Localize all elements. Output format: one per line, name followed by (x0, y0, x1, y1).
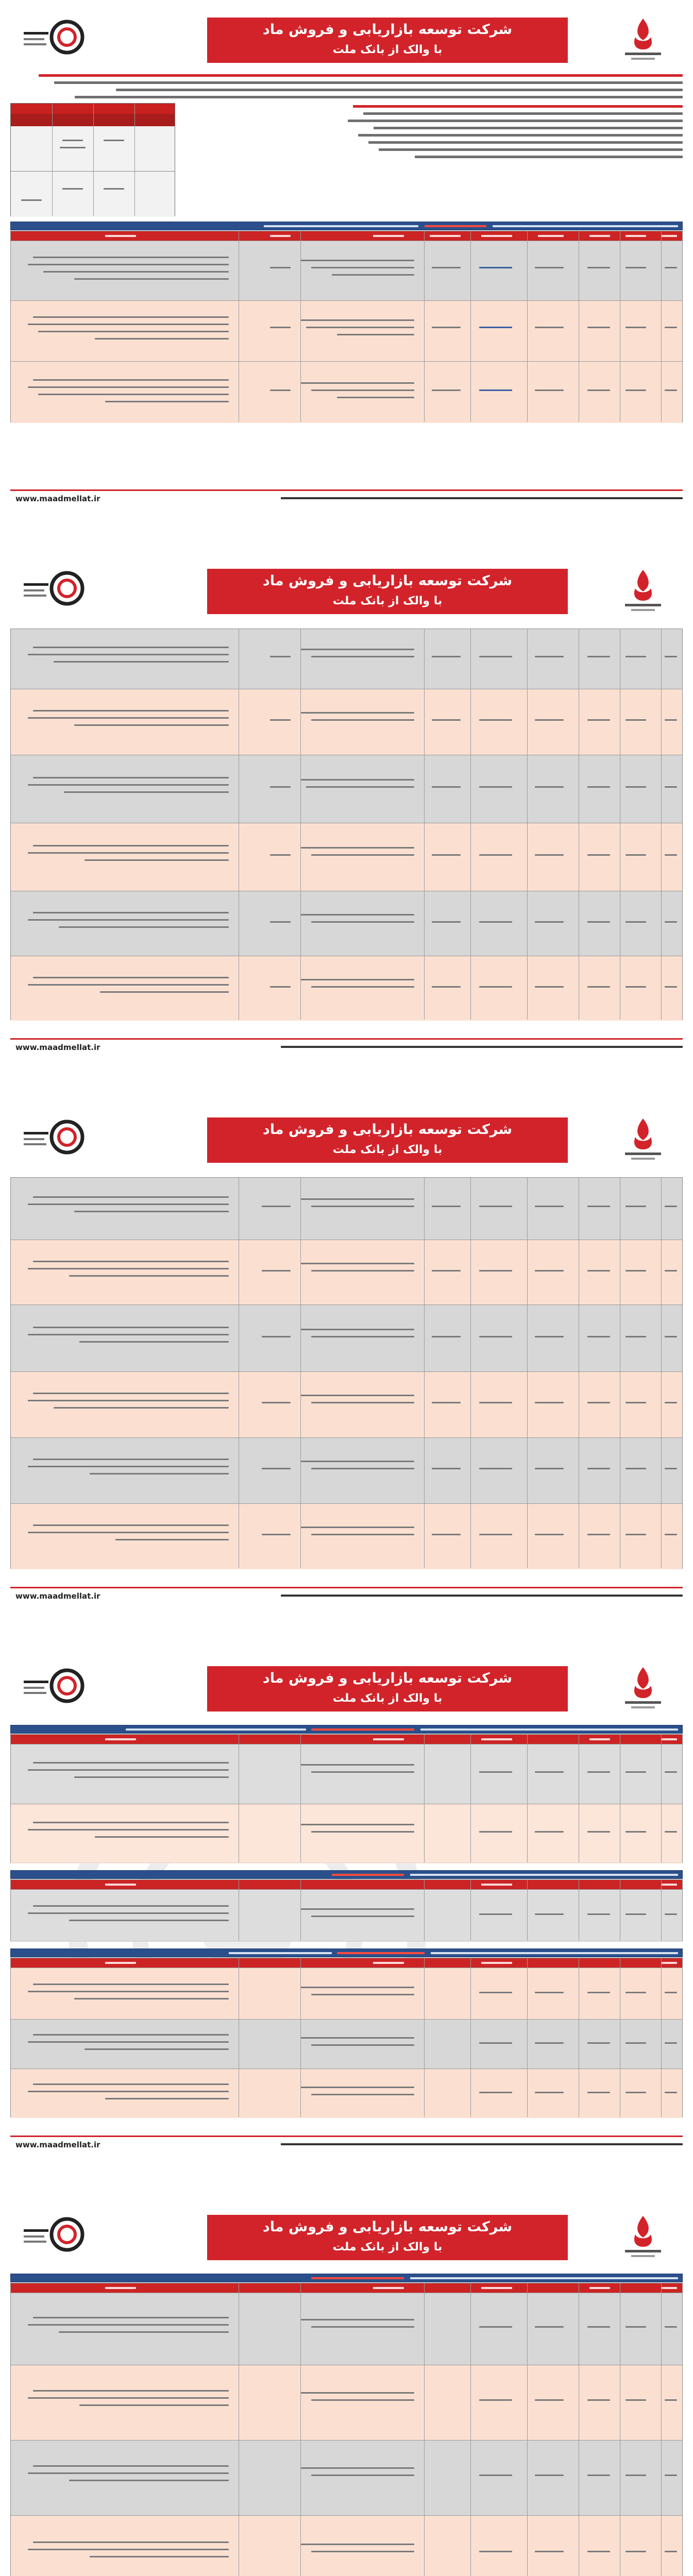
website-link[interactable]: www.maadmellat.ir (15, 1591, 100, 1601)
table-row (11, 755, 682, 823)
company-subtitle: با والک از بانک ملت (332, 1143, 443, 1156)
page-header (20, 1663, 673, 1714)
company-subtitle: با والک از بانک ملت (332, 43, 443, 56)
data-table (10, 1177, 683, 1569)
title-banner (207, 2215, 568, 2260)
summary-table (10, 103, 175, 216)
page-header (20, 566, 673, 616)
title-banner (207, 569, 568, 614)
company-name: شرکت توسعه بازاریابی و فروش ماد (262, 1670, 513, 1686)
table-row (11, 1178, 682, 1240)
contact-line (281, 1595, 683, 1597)
section-header (10, 2274, 683, 2282)
table-header (11, 231, 682, 241)
table-row (11, 1744, 682, 1804)
bank-mellat-logo-icon (613, 2214, 673, 2260)
table-row (11, 629, 682, 689)
table-row (11, 300, 682, 361)
bank-mellat-logo-icon (613, 1116, 673, 1163)
table-row (11, 1371, 682, 1437)
title-banner (207, 1117, 568, 1163)
company-name: شرکت توسعه بازاریابی و فروش ماد (262, 2219, 513, 2235)
data-table (10, 1734, 683, 1863)
data-table (10, 1958, 683, 2117)
website-link[interactable]: www.maadmellat.ir (15, 1043, 100, 1052)
table-row (11, 361, 682, 423)
table-row (11, 241, 682, 300)
table-row (11, 1889, 682, 1942)
page-2 (0, 551, 693, 1066)
company-subtitle: با والک از بانک ملت (332, 1692, 443, 1705)
contact-line (281, 1046, 683, 1048)
page-1 (0, 0, 693, 515)
table-row (11, 956, 682, 1021)
table-header (11, 1880, 682, 1889)
mad-logo-icon (20, 568, 87, 613)
section-header (10, 1948, 683, 1957)
page-4 (0, 1649, 693, 2164)
mad-logo-icon (20, 1665, 87, 1710)
page-3 (0, 1100, 693, 1615)
website-link[interactable]: www.maadmellat.ir (15, 2140, 100, 2149)
page-header (20, 2212, 673, 2262)
table-row (11, 1240, 682, 1304)
table-row (11, 1304, 682, 1371)
table-row (11, 2069, 682, 2118)
table-row (11, 2440, 682, 2515)
table-row (11, 891, 682, 956)
section-header (10, 222, 683, 230)
table-row (11, 823, 682, 891)
data-table (10, 2283, 683, 2576)
table-header (11, 2283, 682, 2293)
page-footer (10, 2136, 683, 2154)
company-name: شرکت توسعه بازاریابی و فروش ماد (262, 22, 513, 38)
mad-logo-icon (20, 2214, 87, 2259)
table-row (11, 2019, 682, 2069)
page-header (20, 1114, 673, 1165)
table-row (11, 689, 682, 755)
page-header (20, 14, 673, 65)
page-footer (10, 1587, 683, 1605)
section-header (10, 1725, 683, 1734)
page-5 (0, 2197, 693, 2576)
table-header (11, 1735, 682, 1744)
table-header (11, 1958, 682, 1968)
contact-line (281, 497, 683, 499)
company-name: شرکت توسعه بازاریابی و فروش ماد (262, 573, 513, 589)
website-link[interactable]: www.maadmellat.ir (15, 494, 100, 503)
section-header (10, 1870, 683, 1879)
company-name: شرکت توسعه بازاریابی و فروش ماد (262, 1122, 513, 1138)
bank-mellat-logo-icon (613, 568, 673, 614)
company-subtitle: با والک از بانک ملت (332, 595, 443, 607)
contact-line (281, 2143, 683, 2145)
table-row (11, 2515, 682, 2576)
title-banner (207, 18, 568, 63)
table-row (11, 2293, 682, 2365)
page-footer (10, 1038, 683, 1057)
table-row (11, 1804, 682, 1863)
table-row (11, 2365, 682, 2440)
table-row (11, 1503, 682, 1569)
page-footer (10, 489, 683, 508)
data-table (10, 1879, 683, 1941)
data-table (10, 629, 683, 1020)
title-banner (207, 1666, 568, 1711)
mad-logo-icon (20, 1116, 87, 1162)
bank-mellat-logo-icon (613, 16, 673, 63)
bank-mellat-logo-icon (613, 1665, 673, 1711)
mad-logo-icon (20, 16, 87, 62)
data-table (10, 231, 683, 422)
table-row (11, 1968, 682, 2019)
table-row (11, 1437, 682, 1503)
company-subtitle: با والک از بانک ملت (332, 2241, 443, 2253)
